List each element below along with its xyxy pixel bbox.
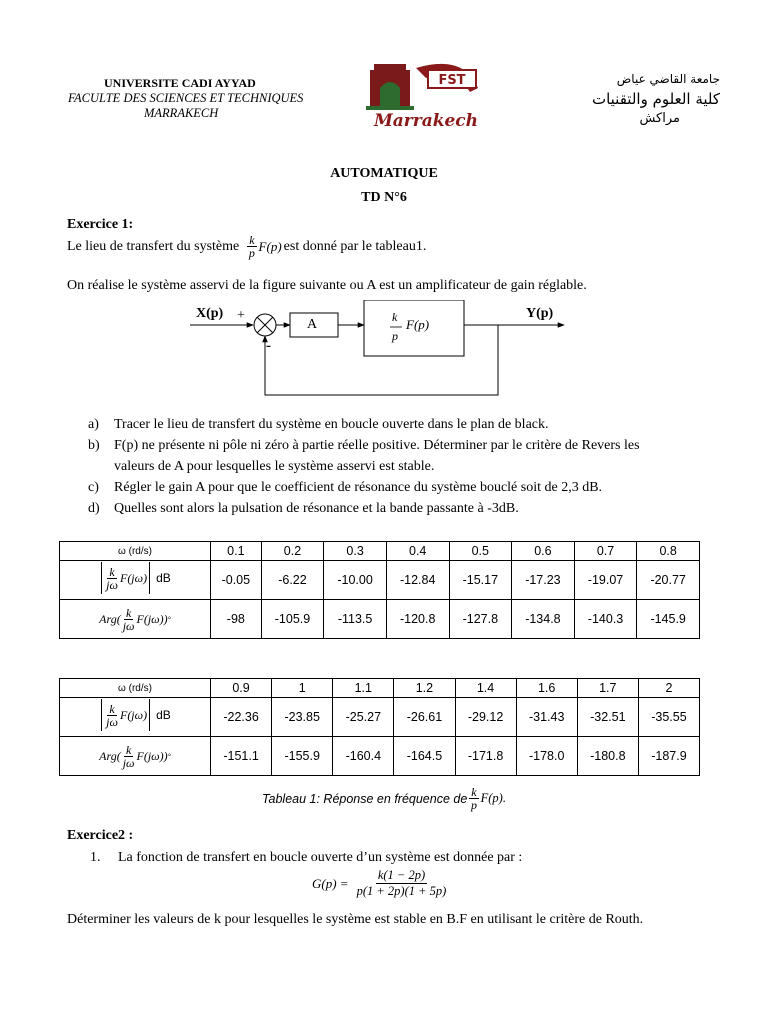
table-cell: 0.1 [211,542,262,561]
exercise2-item-label: 1. [90,850,101,865]
td-number: TD N°6 [361,190,407,205]
table-cell: -155.9 [272,737,333,776]
table-cell: -23.85 [272,698,333,737]
question-a-text: Tracer le lieu de transfert du système en boucle ouverte dans le plan de black. [114,417,549,432]
arg-prefix: Arg( [99,611,121,626]
table-cell: -15.17 [449,561,512,600]
table-cell: -151.1 [211,737,272,776]
gain-a-label: A [307,317,318,332]
faculty-name-ar: كلية العلوم والتقنيات [591,90,720,108]
caption-text: Tableau 1: Réponse en fréquence de [262,791,468,806]
equation-den: p(1 + 2p)(1 + 5p) [356,884,447,898]
table-cell: 0.9 [211,679,272,698]
intro-frac-num: k [249,233,255,247]
university-header-fr [68,76,318,121]
table-cell: -134.8 [512,600,575,639]
table-cell: -31.43 [516,698,577,737]
table-cell: -164.5 [394,737,455,776]
mag-unit: dB [156,708,171,722]
equation-lhs: G(p) = [312,875,349,891]
table-cell: -35.55 [638,698,699,737]
table-cell: 2 [638,679,699,698]
table-cell: -0.05 [211,561,262,600]
exercise2-heading: Exercice2 : [67,828,134,843]
university-name: UNIVERSITE CADI AYYAD [104,76,256,90]
exercise2-item [90,849,522,867]
question-a-label: a) [88,417,99,432]
table-cell: -26.61 [394,698,455,737]
table-row [60,698,700,737]
table-cell: -10.00 [324,561,387,600]
university-header-ar [540,70,720,128]
table-cell: -127.8 [449,600,512,639]
table-cell: 1.1 [333,679,394,698]
plant-den: p [392,329,398,343]
plant-num: k [392,310,398,324]
intro-func: F(p) [258,238,282,254]
table-cell: -25.27 [333,698,394,737]
question-d [88,498,708,519]
table-cell: 1 [272,679,333,698]
table-cell: 1.7 [577,679,638,698]
table-cell: 0.6 [512,542,575,561]
question-a [88,414,708,435]
mag-den: jω [106,577,118,592]
minus-sign: - [266,338,271,354]
frequency-table-1 [59,541,700,639]
frequency-table-2 [59,678,700,776]
equation-num: k(1 − 2p) [377,868,426,882]
table-cell: 0.2 [261,542,324,561]
caption-fraction [469,786,478,811]
arg-func: F(jω) [136,611,164,626]
phase-header [60,600,211,639]
table-cell: -113.5 [324,600,387,639]
table-cell: -105.9 [261,600,324,639]
table-cell: -19.07 [574,561,637,600]
magnitude-header [60,698,211,737]
caption-func: F(p). [480,791,506,805]
arg-unit: ° [167,614,171,624]
table-cell: -187.9 [638,737,699,776]
mag-func: F(jω) [119,570,148,585]
city-name: MARRAKECH [144,106,219,120]
exercise2-item-text: La fonction de transfert en boucle ouverte d’un système est donnée par : [118,850,523,865]
table-cell: -98 [211,600,262,639]
table-cell: -171.8 [455,737,516,776]
caption-frac-num: k [471,785,477,799]
question-c [88,477,708,498]
exercise1-intro [67,234,426,259]
plant-func: F(p) [406,317,430,332]
magnitude-header [60,561,211,600]
course-title: AUTOMATIQUE [330,166,438,181]
table-caption [0,786,768,811]
block-diagram [190,300,570,404]
table-cell: 1.4 [455,679,516,698]
table-row [60,561,700,600]
table-cell: -180.8 [577,737,638,776]
intro-frac-den: p [248,246,255,260]
mag-den: jω [106,714,118,729]
mag-num: k [109,564,115,579]
omega-header: ω (rd/s) [60,679,211,698]
table-cell: 0.4 [386,542,449,561]
exercise1-heading: Exercice 1: [67,217,134,232]
mag-unit: dB [156,571,171,585]
table-cell: -22.36 [211,698,272,737]
logo-city-text: Marrakech [373,111,479,131]
city-name-ar: مراكش [639,111,680,126]
block-diagram-graphic [190,300,570,404]
question-d-label: d) [88,501,100,516]
table-cell: 1.6 [516,679,577,698]
arg-unit: ° [167,751,171,761]
question-c-text: Régler le gain A pour que le coefficient de résonance du système bouclé soit de 2,3 dB. [114,480,603,495]
equation-fraction [357,868,447,899]
intro-text-after: est donné par le tableau1. [283,238,427,254]
table-cell: -17.23 [512,561,575,600]
table-cell: -29.12 [455,698,516,737]
logo-fst-text: FST [438,73,466,88]
table-cell: -6.22 [261,561,324,600]
arg-suffix: ) [163,748,168,763]
table-cell: 1.2 [394,679,455,698]
plus-sign: + [237,308,245,323]
input-label: X(p) [196,306,224,321]
arg-den: jω [122,618,135,633]
university-name-ar: جامعة القاضي عياض [616,72,720,86]
table-cell: 0.8 [637,542,700,561]
arg-num: k [125,742,132,757]
exercise1-setup: On réalise le système asservi de la figure suivante ou A est un amplificateur de gain réglable. [67,278,587,293]
transfer-function-equation [312,868,448,899]
table-cell: -160.4 [333,737,394,776]
caption-frac-den: p [470,798,477,812]
table-cell: -145.9 [637,600,700,639]
fst-logo-graphic [366,60,486,132]
question-d-text: Quelles sont alors la pulsation de résonance et la bande passante à -3dB. [114,501,519,516]
exercise2-conclusion: Déterminer les valeurs de k pour lesquelles le système est stable en B.F en utilisant le critère de Routh. [67,912,644,927]
table-cell: -12.84 [386,561,449,600]
omega-header: ω (rd/s) [60,542,211,561]
table-cell: 0.5 [449,542,512,561]
question-b-label: b) [88,438,100,453]
table-cell: 0.3 [324,542,387,561]
arg-num: k [125,605,132,620]
table-cell: 0.7 [574,542,637,561]
question-b [88,435,708,477]
arg-func: F(jω) [136,748,164,763]
arg-prefix: Arg( [99,748,121,763]
fst-logo [366,60,486,132]
arg-suffix: ) [163,611,168,626]
table-row [60,600,700,639]
table-cell: -32.51 [577,698,638,737]
table-row [60,679,700,698]
faculty-name: FACULTE DES SCIENCES ET TECHNIQUES [68,91,304,105]
table-row [60,737,700,776]
mag-num: k [109,701,115,716]
table-cell: -178.0 [516,737,577,776]
question-c-label: c) [88,480,99,495]
table-cell: -20.77 [637,561,700,600]
table-cell: -120.8 [386,600,449,639]
intro-fraction [247,234,256,259]
mag-func: F(jω) [119,707,148,722]
table-cell: -140.3 [574,600,637,639]
question-b-text-cont: valeurs de A pour lesquelles le système asservi est stable. [114,459,435,474]
phase-header [60,737,211,776]
arg-den: jω [122,755,135,770]
intro-text-before: Le lieu de transfert du système [67,238,240,254]
table-row [60,542,700,561]
output-label: Y(p) [526,306,554,321]
question-b-text: F(p) ne présente ni pôle ni zéro à partie réelle positive. Déterminer par le critère de Revers les [114,438,640,453]
